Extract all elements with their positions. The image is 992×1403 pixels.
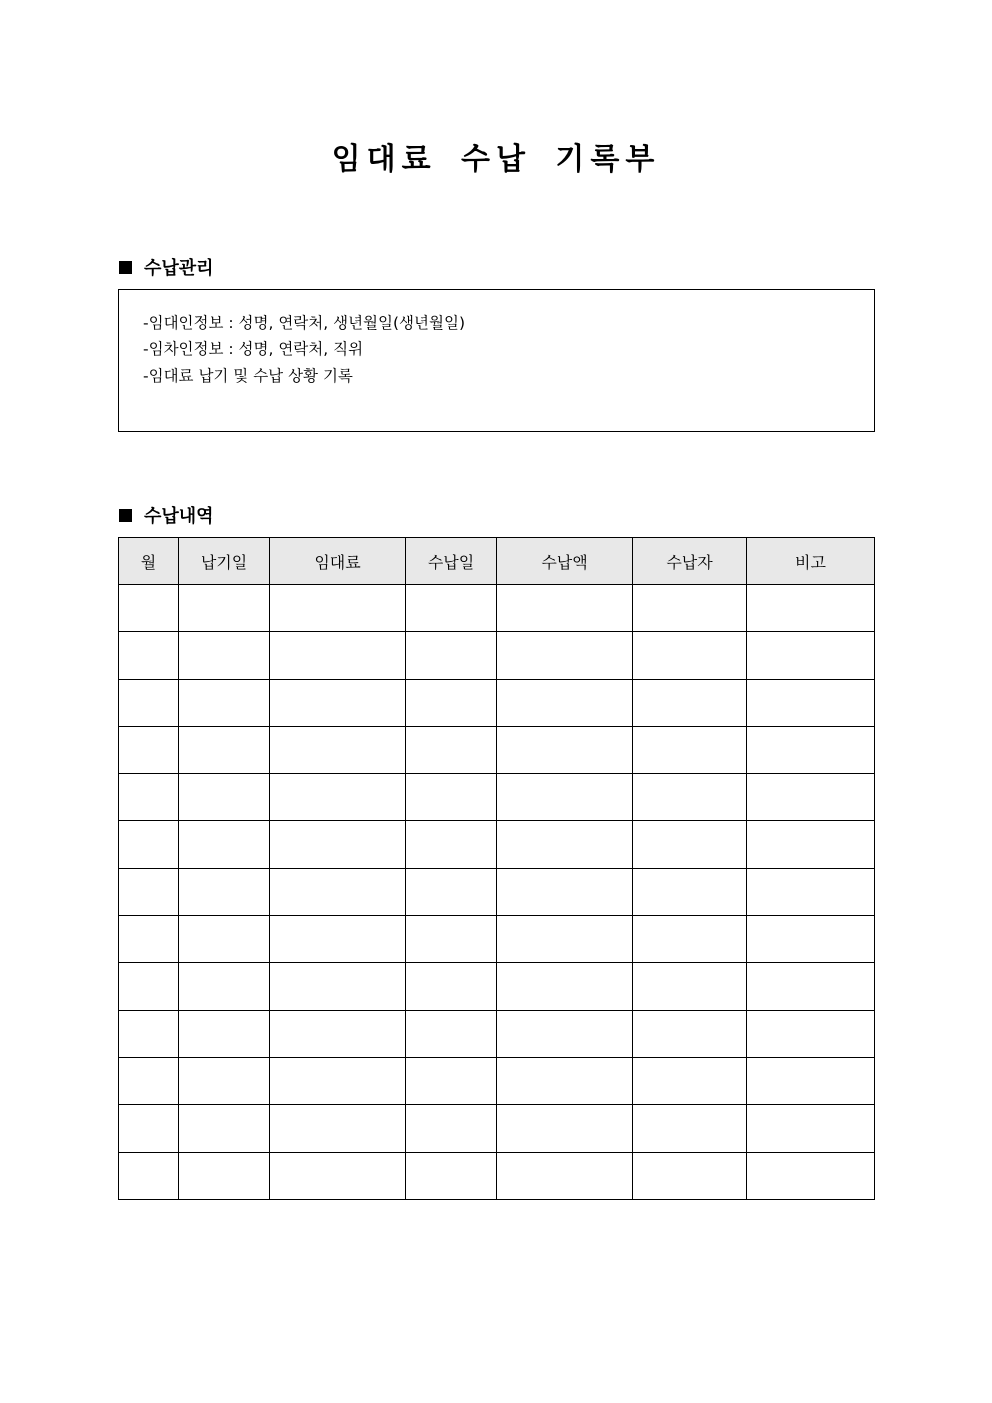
table-row [119, 632, 875, 679]
table-row [119, 1105, 875, 1152]
table-cell[interactable] [119, 916, 179, 963]
table-cell[interactable] [497, 585, 633, 632]
table-row [119, 916, 875, 963]
square-bullet-icon [119, 509, 132, 522]
table-cell[interactable] [119, 1057, 179, 1104]
table-cell[interactable] [497, 868, 633, 915]
table-cell[interactable] [633, 632, 747, 679]
table-cell[interactable] [179, 632, 270, 679]
section-heading-label: 수납내역 [144, 506, 214, 527]
table-cell[interactable] [270, 774, 406, 821]
table-cell[interactable] [270, 632, 406, 679]
table-cell[interactable] [633, 774, 747, 821]
table-cell[interactable] [179, 1105, 270, 1152]
table-cell[interactable] [119, 868, 179, 915]
table-row [119, 963, 875, 1010]
table-cell[interactable] [119, 821, 179, 868]
table-cell[interactable] [179, 1010, 270, 1057]
column-header: 수납자 [633, 538, 747, 585]
table-row [119, 1152, 875, 1199]
table-cell[interactable] [179, 868, 270, 915]
table-cell[interactable] [497, 1057, 633, 1104]
table-cell[interactable] [179, 585, 270, 632]
table-cell[interactable] [119, 726, 179, 773]
table-cell[interactable] [179, 774, 270, 821]
table-row [119, 585, 875, 632]
table-cell[interactable] [747, 726, 875, 773]
table-cell[interactable] [270, 821, 406, 868]
table-cell[interactable] [497, 1152, 633, 1199]
table-cell[interactable] [633, 821, 747, 868]
table-cell[interactable] [747, 1057, 875, 1104]
table-cell[interactable] [633, 868, 747, 915]
column-header: 월 [119, 538, 179, 585]
table-cell[interactable] [633, 916, 747, 963]
table-cell[interactable] [406, 1105, 497, 1152]
table-cell[interactable] [406, 632, 497, 679]
section-heading-label: 수납관리 [144, 258, 214, 279]
table-cell[interactable] [270, 963, 406, 1010]
table-cell[interactable] [747, 1152, 875, 1199]
table-cell[interactable] [747, 963, 875, 1010]
table-cell[interactable] [270, 585, 406, 632]
info-line: -임대인정보 : 성명, 연락처, 생년월일(생년월일) [143, 314, 465, 332]
table-cell[interactable] [633, 1010, 747, 1057]
table-row [119, 726, 875, 773]
table-cell[interactable] [119, 679, 179, 726]
table-cell[interactable] [179, 726, 270, 773]
table-cell[interactable] [119, 963, 179, 1010]
table-row [119, 1057, 875, 1104]
table-row [119, 774, 875, 821]
table-row [119, 868, 875, 915]
column-header: 납기일 [179, 538, 270, 585]
table-cell[interactable] [497, 963, 633, 1010]
table-cell[interactable] [747, 868, 875, 915]
table-cell[interactable] [747, 679, 875, 726]
table-cell[interactable] [633, 1057, 747, 1104]
info-box [118, 289, 875, 432]
table-cell[interactable] [119, 585, 179, 632]
table-cell[interactable] [633, 679, 747, 726]
table-header-row [119, 538, 875, 585]
table-cell[interactable] [406, 821, 497, 868]
table-cell[interactable] [119, 1105, 179, 1152]
table-cell[interactable] [119, 1010, 179, 1057]
column-header: 임대료 [270, 538, 406, 585]
table-row [119, 1010, 875, 1057]
section-heading-management [119, 254, 214, 280]
table-cell[interactable] [497, 1105, 633, 1152]
table-cell[interactable] [179, 1057, 270, 1104]
column-header: 수납액 [497, 538, 633, 585]
table-cell[interactable] [633, 963, 747, 1010]
table-cell[interactable] [270, 1010, 406, 1057]
table-cell[interactable] [179, 963, 270, 1010]
square-bullet-icon [119, 261, 132, 274]
column-header: 비고 [747, 538, 875, 585]
table-cell[interactable] [406, 916, 497, 963]
table-cell[interactable] [406, 963, 497, 1010]
table-cell[interactable] [119, 632, 179, 679]
table-cell[interactable] [633, 585, 747, 632]
table-cell[interactable] [406, 1152, 497, 1199]
section-heading-history [119, 502, 214, 528]
table-row [119, 821, 875, 868]
table-cell[interactable] [270, 1105, 406, 1152]
table-cell[interactable] [406, 868, 497, 915]
table-cell[interactable] [406, 726, 497, 773]
table-cell[interactable] [497, 726, 633, 773]
page-title: 임대료 수납 기록부 [331, 142, 661, 177]
info-line: -임대료 납기 및 수납 상황 기록 [143, 367, 353, 385]
column-header: 수납일 [406, 538, 497, 585]
table-cell[interactable] [406, 679, 497, 726]
table-cell[interactable] [406, 774, 497, 821]
table-cell[interactable] [179, 821, 270, 868]
table-cell[interactable] [747, 585, 875, 632]
table-cell[interactable] [270, 916, 406, 963]
payment-table [118, 537, 875, 1200]
table-cell[interactable] [747, 1105, 875, 1152]
table-cell[interactable] [497, 679, 633, 726]
table-cell[interactable] [633, 1105, 747, 1152]
table-cell[interactable] [119, 774, 179, 821]
table-cell[interactable] [270, 726, 406, 773]
table-cell[interactable] [406, 585, 497, 632]
table-cell[interactable] [270, 868, 406, 915]
table-cell[interactable] [406, 1057, 497, 1104]
table-cell[interactable] [119, 1152, 179, 1199]
table-cell[interactable] [497, 916, 633, 963]
table-cell[interactable] [747, 632, 875, 679]
table-cell[interactable] [497, 821, 633, 868]
table-cell[interactable] [179, 916, 270, 963]
table-cell[interactable] [633, 1152, 747, 1199]
table-cell[interactable] [497, 1010, 633, 1057]
table-row [119, 679, 875, 726]
table-cell[interactable] [497, 632, 633, 679]
table-cell[interactable] [270, 1152, 406, 1199]
table-cell[interactable] [633, 726, 747, 773]
table-cell[interactable] [179, 1152, 270, 1199]
table-cell[interactable] [747, 774, 875, 821]
info-line: -임차인정보 : 성명, 연락처, 직위 [143, 340, 364, 358]
table-cell[interactable] [747, 1010, 875, 1057]
table-cell[interactable] [497, 774, 633, 821]
table-cell[interactable] [747, 916, 875, 963]
table-cell[interactable] [406, 1010, 497, 1057]
table-cell[interactable] [270, 679, 406, 726]
table-cell[interactable] [179, 679, 270, 726]
table-cell[interactable] [270, 1057, 406, 1104]
table-cell[interactable] [747, 821, 875, 868]
